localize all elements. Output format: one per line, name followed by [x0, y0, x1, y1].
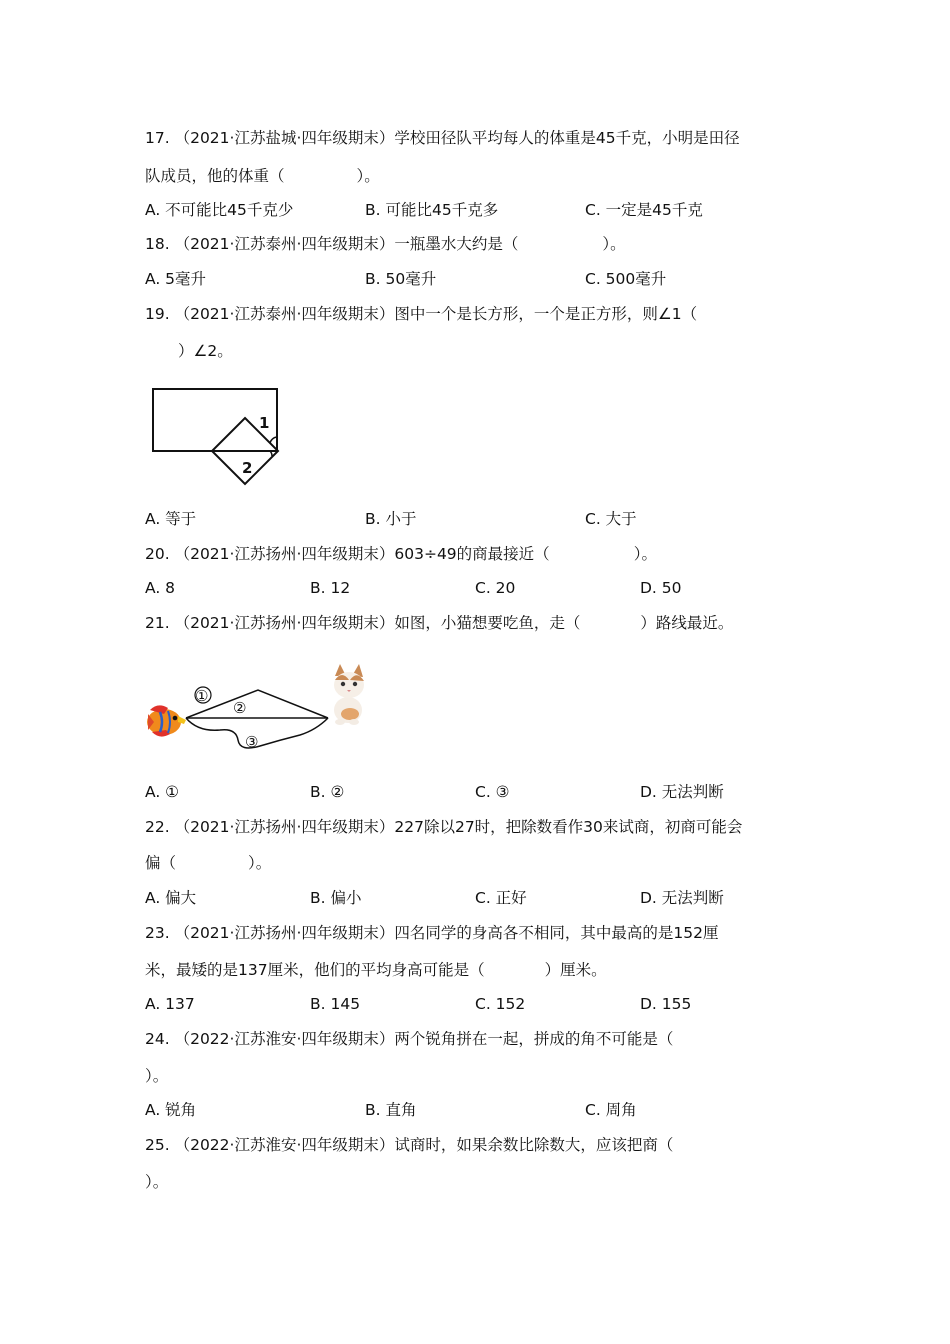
question-23-option-c: C. 152 — [475, 995, 526, 1013]
question-24-line1: 24. （2022·江苏淮安·四年级期末）两个锐角拼在一起，拼成的角不可能是（ — [145, 1030, 674, 1048]
question-22-line2 — [145, 853, 271, 873]
question-24-line2: ）。 — [145, 1067, 169, 1085]
question-22-option-b: B. 偏小 — [310, 889, 362, 907]
question-24-option-b: B. 直角 — [365, 1101, 417, 1119]
question-21-option-a: A. ① — [145, 783, 180, 801]
route-2-label: ② — [233, 699, 247, 717]
question-18-line1 — [145, 234, 626, 254]
question-18-option-b: B. 50毫升 — [365, 270, 437, 288]
question-20-stem-end: ）。 — [633, 545, 657, 563]
question-17-stem-end: ）。 — [356, 167, 380, 185]
question-19-option-b: B. 小于 — [365, 510, 417, 528]
question-17-stem: 队成员，他的体重（ — [145, 167, 285, 185]
question-21-option-d: D. 无法判断 — [640, 783, 724, 801]
question-19-line1: 19. （2021·江苏泰州·四年级期末）图中一个是长方形，一个是正方形，则∠1（ — [145, 305, 698, 323]
question-22-option-a: A. 偏大 — [145, 889, 197, 907]
route-1-label: ① — [195, 687, 209, 705]
question-17-line1: 17. （2021·江苏盐城·四年级期末）学校田径队平均每人的体重是45千克，小明是田径 — [145, 129, 740, 147]
question-17-line2 — [145, 166, 380, 186]
question-19-option-c: C. 大于 — [585, 510, 637, 528]
question-25-line1: 25. （2022·江苏淮安·四年级期末）试商时，如果余数比除数大，应该把商（ — [145, 1136, 674, 1154]
rectangle-square-figure — [150, 385, 285, 490]
question-17-option-b: B. 可能比45千克多 — [365, 201, 499, 219]
question-20-stem: 20. （2021·江苏扬州·四年级期末）603÷49的商最接近（ — [145, 545, 550, 563]
angle-1-label: 1 — [259, 414, 270, 432]
question-23-option-a: A. 137 — [145, 995, 195, 1013]
question-18-option-c: C. 500毫升 — [585, 270, 667, 288]
fish-picture — [147, 705, 186, 736]
question-22-option-c: C. 正好 — [475, 889, 527, 907]
question-21-option-b: B. ② — [310, 783, 345, 801]
question-23-stem-end: ）厘米。 — [544, 961, 607, 979]
question-18-option-a: A. 5毫升 — [145, 270, 207, 288]
question-23-option-b: B. 145 — [310, 995, 361, 1013]
question-20-line1 — [145, 544, 657, 564]
question-23-option-d: D. 155 — [640, 995, 692, 1013]
question-20-option-c: C. 20 — [475, 579, 516, 597]
question-20-option-d: D. 50 — [640, 579, 682, 597]
question-19-option-a: A. 等于 — [145, 510, 197, 528]
question-21-line1 — [145, 613, 733, 633]
question-17-option-c: C. 一定是45千克 — [585, 201, 703, 219]
question-20-option-a: A. 8 — [145, 579, 176, 597]
question-18-stem-end: ）。 — [602, 235, 626, 253]
question-21-stem-end: ）路线最近。 — [640, 614, 734, 632]
question-17-option-a: A. 不可能比45千克少 — [145, 201, 294, 219]
question-23-line2 — [145, 960, 607, 980]
question-23-line1: 23. （2021·江苏扬州·四年级期末）四名同学的身高各不相同，其中最高的是152厘 — [145, 924, 719, 942]
question-22-option-d: D. 无法判断 — [640, 889, 724, 907]
question-22-stem: 偏（ — [145, 854, 177, 872]
question-22-stem-end: ）。 — [248, 854, 272, 872]
angle-2-label: 2 — [242, 459, 253, 477]
question-21-option-c: C. ③ — [475, 783, 510, 801]
question-22-line1: 22. （2021·江苏扬州·四年级期末）227除以27时，把除数看作30来试商，初商可能会 — [145, 818, 743, 836]
question-25-line2: ）。 — [145, 1173, 169, 1191]
question-23-stem: 米，最矮的是137厘米，他们的平均身高可能是（ — [145, 961, 485, 979]
question-24-option-c: C. 周角 — [585, 1101, 637, 1119]
cat-picture — [334, 664, 364, 725]
route-3-label: ③ — [245, 733, 259, 751]
question-20-option-b: B. 12 — [310, 579, 351, 597]
question-24-option-a: A. 锐角 — [145, 1101, 197, 1119]
question-18-stem: 18. （2021·江苏泰州·四年级期末）一瓶墨水大约是（ — [145, 235, 519, 253]
cat-fish-route-figure — [140, 660, 380, 760]
question-19-line2: ）∠2。 — [178, 342, 233, 360]
question-21-stem: 21. （2021·江苏扬州·四年级期末）如图，小猫想要吃鱼，走（ — [145, 614, 581, 632]
